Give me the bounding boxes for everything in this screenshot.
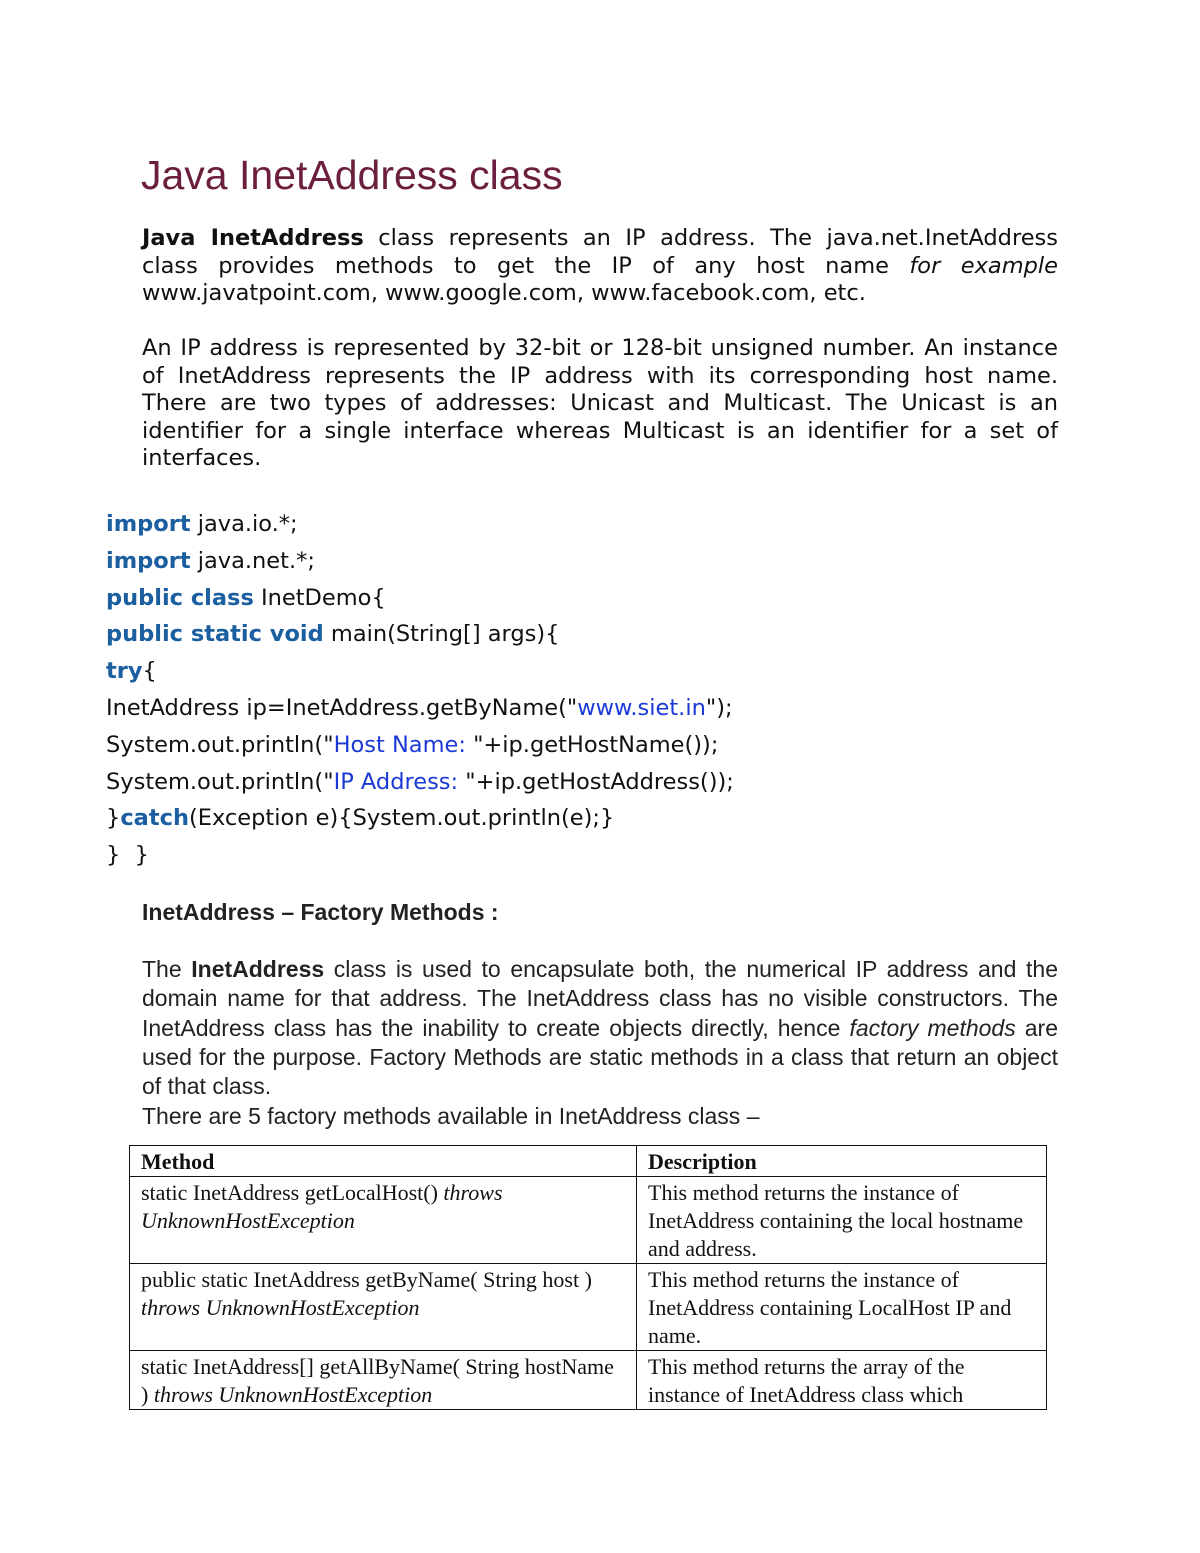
intro-text-1: class represents an IP address. The java.net.InetAddress class provides methods to get the IP of any host name bbox=[142, 225, 1058, 279]
code-line-1 bbox=[106, 506, 734, 543]
factory-italic: factory methods bbox=[849, 1014, 1016, 1041]
code-line-8 bbox=[106, 764, 734, 801]
code-text: main(String[] args){ bbox=[323, 621, 560, 648]
factory-bold: InetAddress bbox=[191, 956, 325, 982]
code-line-2 bbox=[106, 543, 734, 580]
intro-paragraph bbox=[142, 225, 1058, 308]
code-keyword: catch bbox=[120, 805, 189, 832]
factory-text-1: The bbox=[142, 956, 192, 982]
method-cell bbox=[130, 1351, 637, 1410]
code-keyword: import bbox=[106, 511, 191, 537]
intro-italic: for example bbox=[909, 252, 1058, 279]
code-text: { bbox=[142, 658, 157, 685]
code-line-4 bbox=[106, 616, 734, 653]
method-signature: public static InetAddress getByName( String host ) bbox=[141, 1267, 592, 1292]
code-string: www.siet.in bbox=[577, 694, 706, 721]
method-throws: throws UnknownHostException bbox=[141, 1180, 503, 1233]
factory-methods-table bbox=[129, 1145, 1047, 1410]
factory-count-line: There are 5 factory methods available in InetAddress class – bbox=[142, 1103, 760, 1129]
code-text: java.net.*; bbox=[190, 547, 315, 574]
table-header-method: Method bbox=[130, 1146, 637, 1177]
description-cell: This method returns the instance of InetAddress containing the local hostname and address. bbox=[637, 1177, 1047, 1264]
method-throws: throws UnknownHostException bbox=[141, 1295, 420, 1320]
description-cell: This method returns the array of the instance of InetAddress class which bbox=[637, 1351, 1047, 1410]
table-header-row bbox=[130, 1146, 1047, 1177]
page-title: Java InetAddress class bbox=[141, 152, 563, 198]
code-text: System.out.println(" bbox=[106, 768, 334, 795]
table-row bbox=[130, 1264, 1047, 1351]
code-keyword: import bbox=[106, 547, 191, 574]
code-string: Host Name: bbox=[333, 731, 474, 758]
code-line-9 bbox=[106, 800, 734, 837]
intro-text-2: www.javatpoint.com, www.google.com, www.facebook.com, etc. bbox=[142, 280, 866, 306]
code-text: "+ip.getHostName()); bbox=[473, 731, 719, 758]
code-text: (Exception e){System.out.println(e);} bbox=[188, 805, 615, 832]
code-text: System.out.println(" bbox=[106, 731, 334, 758]
ip-address-paragraph: An IP address is represented by 32-bit or 128-bit unsigned number. An instance of InetAddress represents the IP address with its corresponding host name. There are two types of addresses: Unicast and Multicast. The Unicast is an identifier for a single interface whereas Multicast is an identifier for a set of interfaces. bbox=[142, 335, 1058, 471]
method-signature: static InetAddress getLocalHost() bbox=[141, 1180, 444, 1205]
code-text: InetDemo{ bbox=[253, 584, 386, 611]
code-line-10: } } bbox=[106, 842, 149, 869]
method-throws: throws UnknownHostException bbox=[153, 1382, 433, 1407]
code-text: java.io.*; bbox=[190, 511, 298, 537]
code-line-5 bbox=[106, 653, 734, 690]
table-row bbox=[130, 1351, 1047, 1410]
code-keyword: public class bbox=[106, 584, 254, 611]
method-cell bbox=[130, 1177, 637, 1264]
code-block bbox=[106, 506, 734, 874]
code-string: IP Address: bbox=[333, 768, 466, 795]
factory-text-3: are used for the purpose. Factory Methods are static methods in a class that return an object of that class. bbox=[142, 1014, 1058, 1100]
code-text: "); bbox=[705, 694, 733, 721]
method-signature: static InetAddress[] getAllByName( String hostName ) bbox=[141, 1354, 614, 1407]
factory-paragraph bbox=[142, 955, 1058, 1101]
code-line-7 bbox=[106, 727, 734, 764]
code-text: } bbox=[106, 805, 121, 832]
intro-bold-lead: Java InetAddress bbox=[142, 225, 364, 251]
table-row bbox=[130, 1177, 1047, 1264]
code-line-3 bbox=[106, 580, 734, 617]
code-keyword: public static void bbox=[106, 621, 324, 648]
code-keyword: try bbox=[106, 658, 143, 685]
code-line-6 bbox=[106, 690, 734, 727]
factory-methods-heading: InetAddress – Factory Methods : bbox=[142, 899, 499, 925]
code-text: InetAddress ip=InetAddress.getByName(" bbox=[106, 694, 578, 721]
description-cell: This method returns the instance of InetAddress containing LocalHost IP and name. bbox=[637, 1264, 1047, 1351]
code-text: "+ip.getHostAddress()); bbox=[465, 768, 734, 795]
method-cell bbox=[130, 1264, 637, 1351]
table-header-description: Description bbox=[637, 1146, 1047, 1177]
factory-text-2: class is used to encapsulate both, the numerical IP address and the domain name for that address. The InetAddress class has no visible constructors. The InetAddress class has the inability to create objects directly, hence bbox=[142, 956, 1058, 1041]
